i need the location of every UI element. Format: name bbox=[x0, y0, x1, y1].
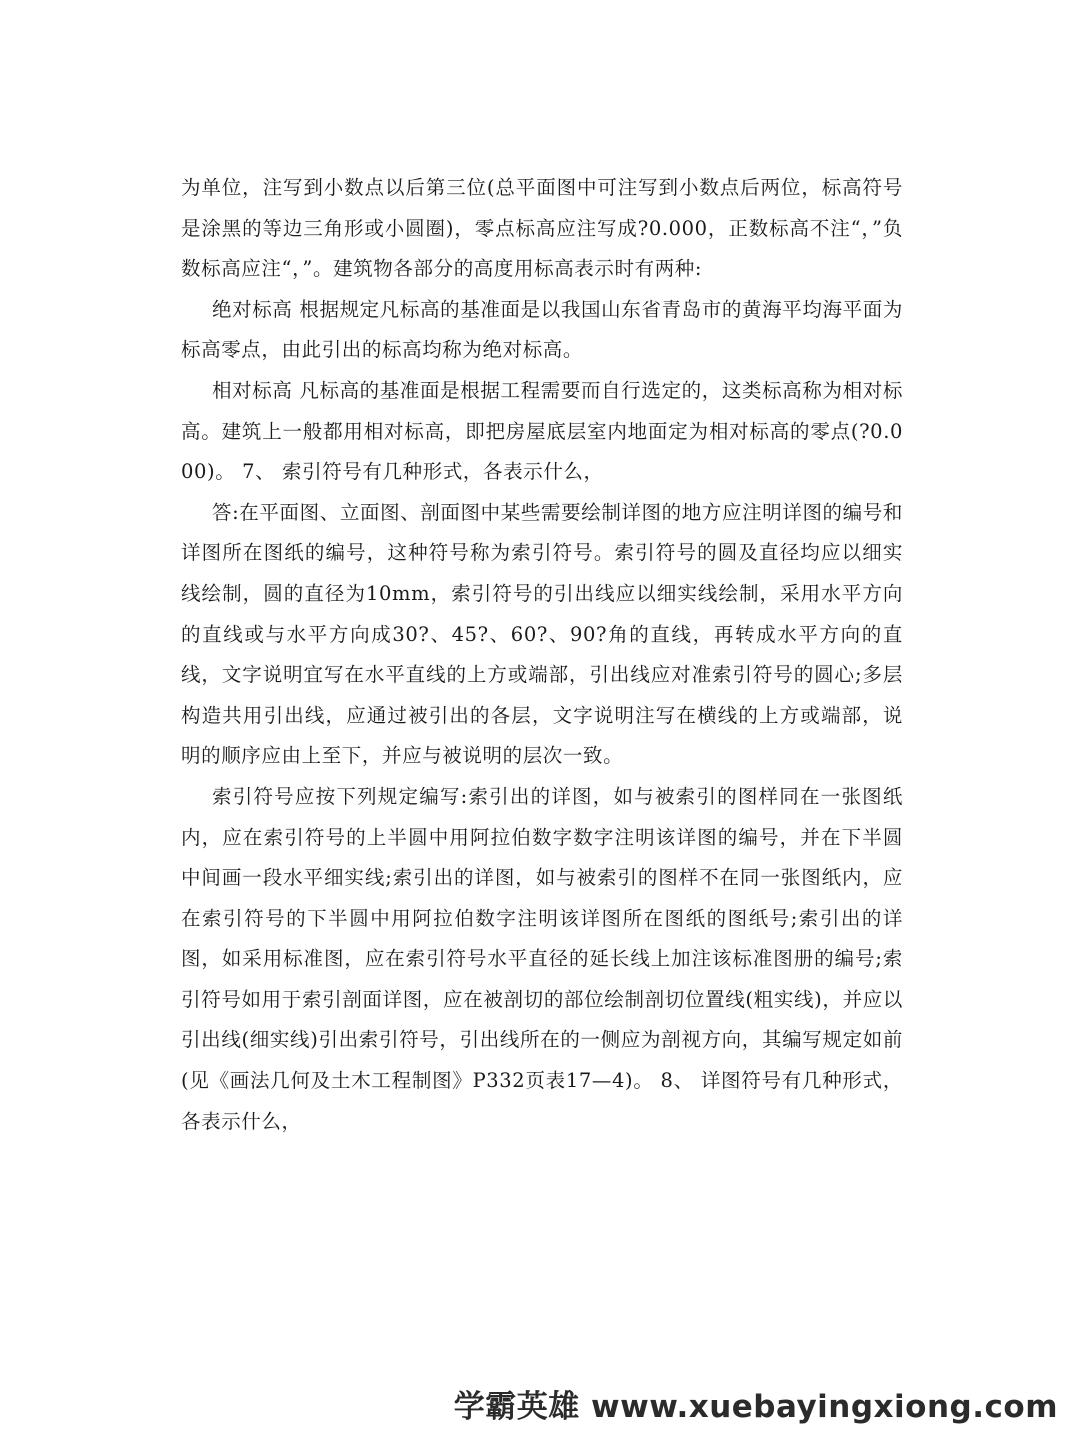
paragraph-index-symbol-rules: 索引符号应按下列规定编写:索引出的详图，如与被索引的图样同在一张图纸内，应在索引符号的上半圆中用阿拉伯数字数字注明该详图的编号，并在下半圆中间画一段水平细实线;索引出的详图，如与被索引的图样不在同一张图纸内，应在索引符号的下半圆中用阿拉伯数字注明该详图所在图纸的图纸号;索引出的详图，如采用标准图，应在索引符号水平直径的延长线上加注该标准图册的编号;索引符号如用于索引剖面详图，应在被剖切的部位绘制剖切位置线(粗实线)，并应以引出线(细实线)引出索引符号，引出线所在的一侧应为剖视方向，其编写规定如前(见《画法几何及土木工程制图》P332页表17—4)。 8、 详图符号有几种形式，各表示什么， bbox=[181, 784, 903, 1133]
paragraph-absolute-elevation: 绝对标高 根据规定凡标高的基准面是以我国山东省青岛市的黄海平均海平面为标高零点，由此引出的标高均称为绝对标高。 bbox=[181, 297, 903, 362]
paragraph-index-symbol-answer: 答:在平面图、立面图、剖面图中某些需要绘制详图的地方应注明详图的编号和详图所在图纸的编号，这种符号称为索引符号。索引符号的圆及直径均应以细实线绘制，圆的直径为10mm，索引符号的引出线应以细实线绘制，采用水平方向的直线或与水平方向成30?、45?、60?、90?角的直线，再转成水平方向的直线，文字说明宜写在水平直线的上方或端部，引出线应对准索引符号的圆心;多层构造共用引出线，应通过被引出的各层，文字说明注写在横线的上方或端部，说明的顺序应由上至下，并应与被说明的层次一致。 bbox=[181, 500, 903, 768]
watermark-footer: 学霸英雄 www.xuebayingxiong.com bbox=[453, 1389, 1058, 1425]
document-body bbox=[181, 168, 903, 1142]
paragraph-elevation-units: 为单位，注写到小数点以后第三位(总平面图中可注写到小数点后两位，标高符号是涂黑的等边三角形或小圆圈)，零点标高应注写成?0.000，正数标高不注“，”负数标高应注“，”。建筑物各部分的高度用标高表示时有两种: bbox=[181, 176, 903, 281]
paragraph-relative-elevation: 相对标高 凡标高的基准面是根据工程需要而自行选定的，这类标高称为相对标高。建筑上一般都用相对标高，即把房屋底层室内地面定为相对标高的零点(?0.000)。 7、 索引符号有几种形式，各表示什么， bbox=[181, 378, 903, 484]
